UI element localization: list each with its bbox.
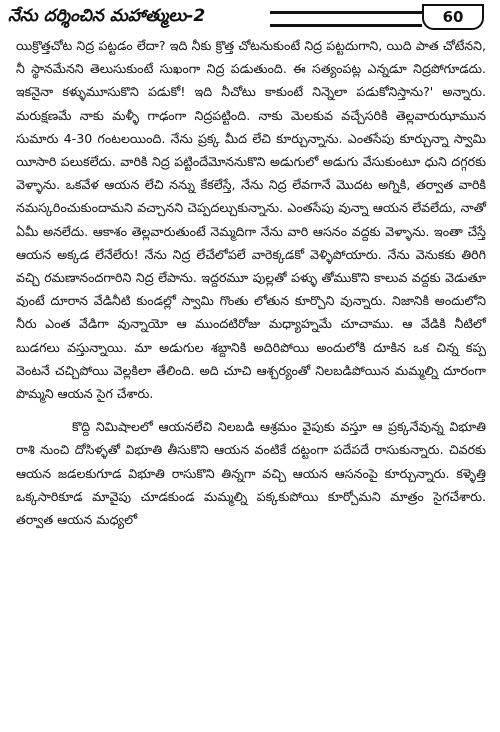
page-header	[8, 4, 492, 32]
body-text	[16, 34, 486, 531]
page-number: 60	[422, 4, 484, 30]
header-rule	[270, 11, 422, 27]
book-title: నేను దర్శించిన మహాత్ములు-2	[8, 6, 206, 26]
paragraph-1: యిక్రొత్తచోట నిద్ర పట్టడం లేదా? ఇది నీకు క్రొత్త చోటనుకుంటే నిద్ర పట్టదుగాని, యిది పాత చోటేనని, నీ స్థానమేనని తెలుసుకుంటే సుఖంగా నిద్ర పడుతుంది. ఈ సత్యంపట్ల ఎన్నడూ నిద్రపోగూడదు. ఇకనైనా కళ్ళుమూసుకొని పడుకో! ఇది నీచోటు కాకుంటే నిన్నెలా పడుకోనిస్తాను?' అన్నారు. మరుక్షణమే నాకు మళ్ళీ గాఢంగా నిద్రపట్టింది. నాకు మెలకువ వచ్చేసరికి తెల్లవారుఝామున సుమారు 4-30 గంటలయింది. నేను ప్రక్క మీద లేచి కూర్చున్నాను. ఎంతసేపు కూర్చున్నా స్వామి యీసారి పలుకలేదు. వారికి నిద్ర పట్టిందేమోననుకొని అడుగులో అడుగు వేసుకుంటూ ధుని దగ్గరకు వెళ్ళాను. ఒకవేళ ఆయన లేచి నన్ను కేకలేస్తే, నేను నిద్ర లేవగానే మొదట అగ్నికి, తర్వాత వారికి నమస్కరించుకుందామని వచ్చానని చెప్పదల్చుకున్నాను. ఎంతసేపు వున్నా ఆయన లేవలేదు, నాతో ఏమీ అనలేదు. ఆకాశం తెల్లవారుతుంటే నెమ్మదిగా నేను వారి ఆసనం వద్దకు వెళ్ళాను. ఇంతా చేస్తే ఆయన అక్కడ లేనేలేరు! నేను నిద్ర లేచేలోపలే వారెక్కడకో వెళ్ళిపోయారు. నేను వెనుకకు తిరిగి వచ్చి రమణానందగారిని నిద్ర లేపాను. ఇద్దరమూ పుల్లతో పళ్ళు తోముకొని కాలువ వద్దకు వెడుతూ వుంటే దూరాన వేడినీటి కుండల్లో స్వామి గొంతు లోతున కూర్చొని వున్నారు. నిజానికి అందులోని నీరు ఎంత వేడిగా వున్నాయో ఆ ముందటిరోజు మధ్యాహ్నమే చూచాము. ఆ వేడికి నీటిలో బుడగలు వస్తున్నాయి. మా అడుగుల శబ్దానికి అదిరిపోయి అందులోకి దూకిన ఒక చిన్న కప్ప వెంటనే చచ్చిపోయి వెల్లకిలా తేలింది. అది చూచి ఆశ్చర్యంతో నిలబడిపోయిన మమ్మల్ని దూరంగా పొమ్మని ఆయన సైగ చేశారు.	[16, 38, 486, 402]
paragraph-2: కొద్ది నిమిషాలలో ఆయనలేచి నిలబడి ఆశ్రమం వైపుకు వస్తూ ఆ ప్రక్కనేవున్న విభూతి రాశి నుంచి దోసిళ్ళతో విభూతి తీసుకొని ఆయన వంటికే దట్టంగా పదేపదే రాసుకున్నారు. చివరకు ఆయన జడలకుగూడ విభూతి రాసుకొని తిన్నగా వచ్చి ఆయన ఆసనంపై కూర్చున్నారు. కళ్ళెత్తి ఒక్కసారికూడ మావైపు చూడకుండ మమ్మల్ని పక్కకుపోయి కూర్చోమని మాత్రం సైగచేశారు. తర్వాత ఆయన మధ్యలో	[16, 419, 486, 528]
